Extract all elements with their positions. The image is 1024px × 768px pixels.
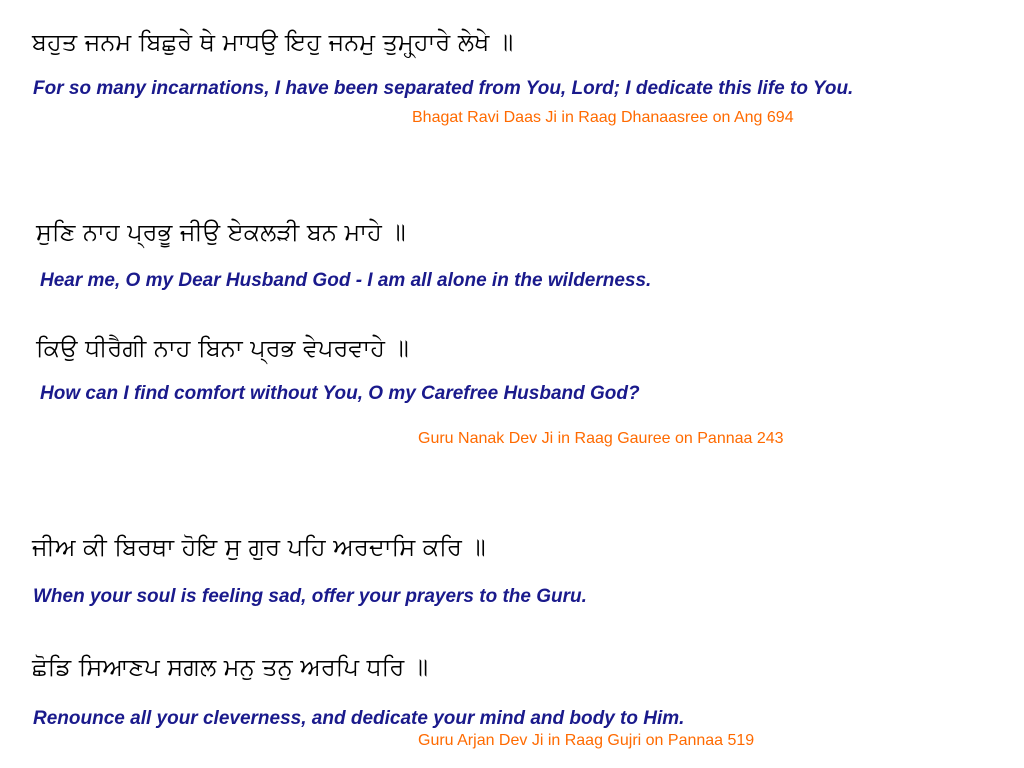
translation-line-3: How can I find comfort without You, O my Carefree Husband God? (40, 383, 640, 404)
gurbani-line-1: ਬਹੁਤ ਜਨਮ ਬਿਛੁਰੇ ਥੇ ਮਾਧਉ ਇਹੁ ਜਨਮੁ ਤੁਮ੍ਹ੍ਹਾਰੇ ਲੇਖੇ ॥ (32, 28, 514, 56)
gurbani-line-5: ਛੋਡਿ ਸਿਆਣਪ ਸਗਲ ਮਨੁ ਤਨੁ ਅਰਪਿ ਧਰਿ ॥ (32, 653, 429, 681)
citation-3: Guru Arjan Dev Ji in Raag Gujri on Pannaa 519 (418, 732, 755, 749)
translation-line-1: For so many incarnations, I have been separated from You, Lord; I dedicate this life to You. (33, 78, 854, 99)
citation-2: Guru Nanak Dev Ji in Raag Gauree on Pannaa 243 (418, 430, 784, 447)
gurbani-line-2: ਸੁਣਿ ਨਾਹ ਪ੍ਰਭੂ ਜੀਉ ਏਕਲੜੀ ਬਨ ਮਾਹੇ ॥ (36, 218, 406, 246)
gurbani-line-4: ਜੀਅ ਕੀ ਬਿਰਥਾ ਹੋਇ ਸੁ ਗੁਰ ਪਹਿ ਅਰਦਾਸਿ ਕਰਿ ॥ (32, 533, 486, 561)
citation-1: Bhagat Ravi Daas Ji in Raag Dhanaasree on Ang 694 (412, 109, 794, 126)
gurbani-line-3: ਕਿਉ ਧੀਰੈਗੀ ਨਾਹ ਬਿਨਾ ਪ੍ਰਭ ਵੇਪਰਵਾਹੇ ॥ (36, 334, 409, 362)
translation-line-4: When your soul is feeling sad, offer your prayers to the Guru. (33, 586, 587, 607)
translation-line-2: Hear me, O my Dear Husband God - I am all alone in the wilderness. (40, 270, 652, 291)
translation-line-5: Renounce all your cleverness, and dedicate your mind and body to Him. (33, 708, 685, 729)
